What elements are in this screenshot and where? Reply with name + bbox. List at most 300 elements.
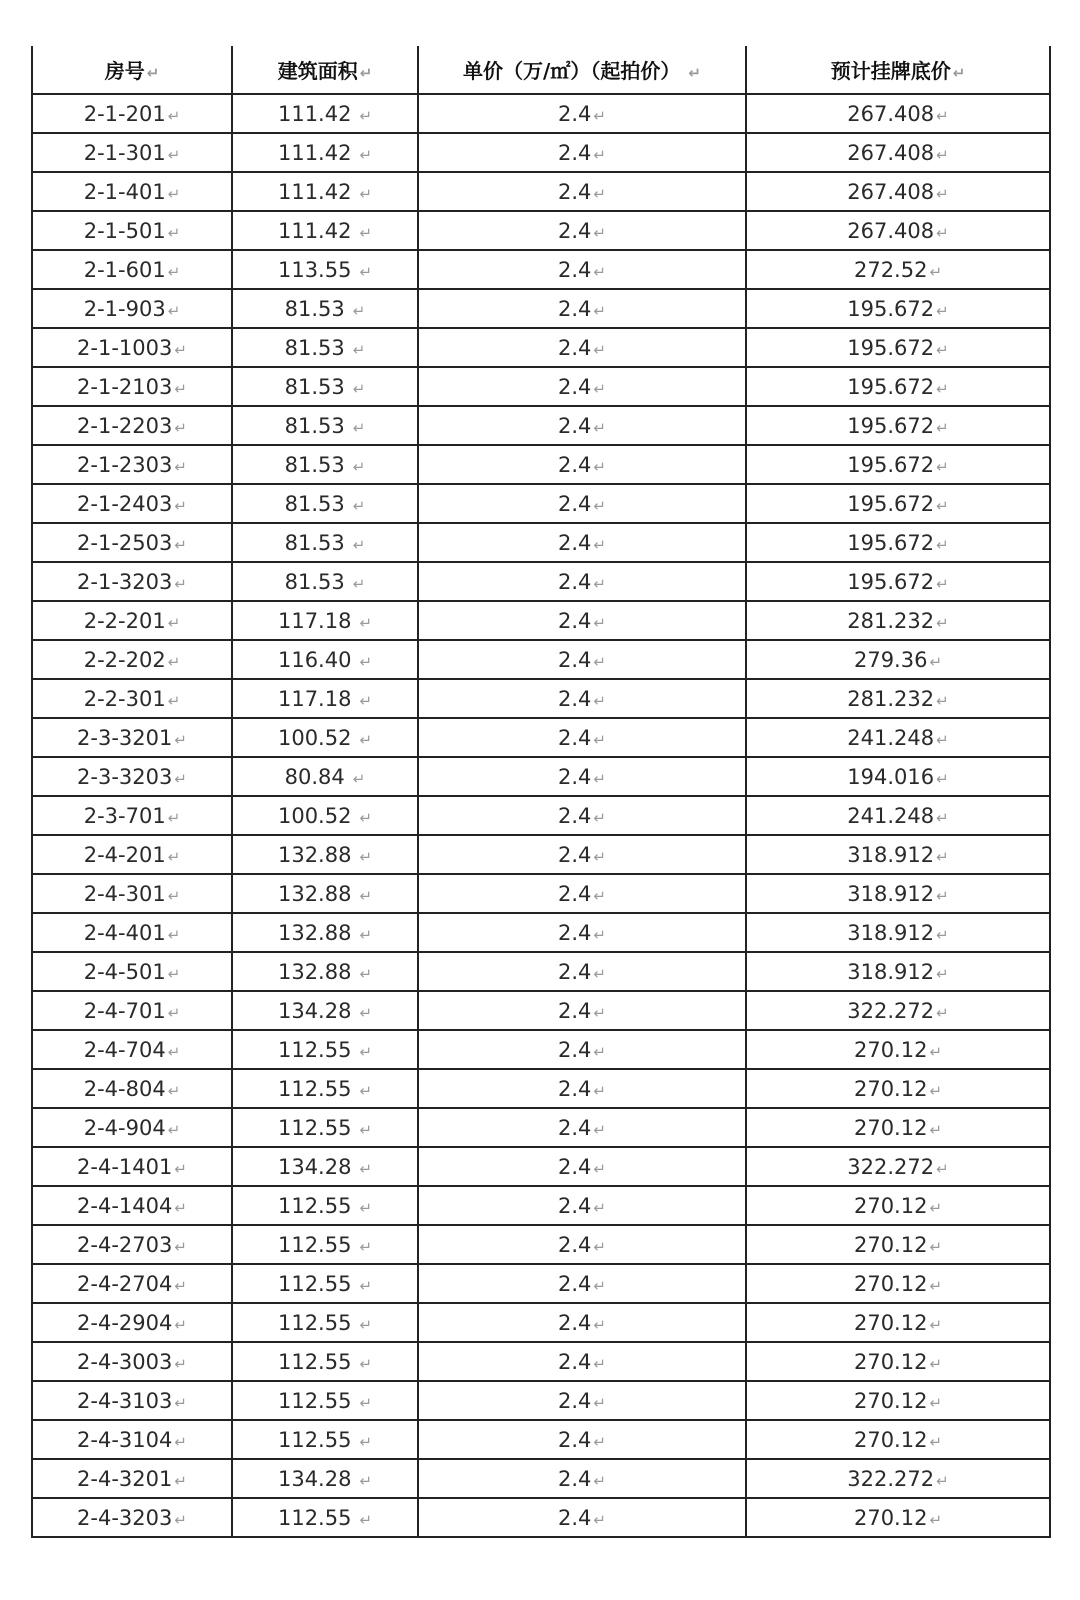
cell-room-number [32,1069,232,1108]
header-room-number-label: 房号 [104,59,145,83]
cell-building-area [232,796,418,835]
cell-building-area [232,1225,418,1264]
cell-unit-price [418,1342,746,1381]
cell-unit-price-value: 2.4 [558,1505,592,1530]
paragraph-mark-icon: ↵ [593,730,606,749]
cell-unit-price [418,484,746,523]
paragraph-mark-icon: ↵ [929,1120,943,1139]
cell-listing-reserve-price [746,1186,1050,1225]
cell-room-number [32,874,232,913]
paragraph-mark-icon: ↵ [936,1003,949,1022]
table-row [32,328,1050,367]
paragraph-mark-icon: ↵ [593,808,606,827]
cell-listing-reserve-price [746,1303,1050,1342]
cell-listing-reserve-price-value: 241.248 [847,803,935,828]
cell-room-number [32,562,232,601]
cell-listing-reserve-price [746,1225,1050,1264]
paragraph-mark-icon: ↵ [929,1432,943,1451]
cell-room-number-value: 2-1-2203 [77,413,173,438]
cell-listing-reserve-price [746,1030,1050,1069]
cell-building-area-value: 112.55 [277,1193,352,1218]
cell-unit-price-value: 2.4 [558,257,592,282]
cell-listing-reserve-price-value: 270.12 [853,1037,928,1062]
table-row [32,1108,1050,1147]
cell-unit-price-value: 2.4 [558,608,592,633]
cell-unit-price-value: 2.4 [558,1310,592,1335]
cell-unit-price [418,874,746,913]
cell-room-number-value: 2-1-3203 [77,569,173,594]
cell-unit-price-value: 2.4 [558,920,592,945]
table-row [32,1342,1050,1381]
cell-unit-price-value: 2.4 [558,569,592,594]
paragraph-mark-icon: ↵ [593,769,606,788]
table-header [32,46,1050,94]
paragraph-mark-icon: ↵ [952,64,966,82]
paragraph-mark-icon: ↵ [593,1159,606,1178]
table-row [32,406,1050,445]
cell-unit-price-value: 2.4 [558,1388,592,1413]
table-row [32,640,1050,679]
table-row [32,445,1050,484]
paragraph-mark-icon: ↵ [167,106,181,125]
paragraph-mark-icon: ↵ [593,1120,606,1139]
paragraph-mark-icon: ↵ [359,106,373,125]
cell-unit-price [418,913,746,952]
table-row [32,991,1050,1030]
paragraph-mark-icon: ↵ [146,64,160,82]
paragraph-mark-icon: ↵ [593,418,606,437]
cell-listing-reserve-price [746,952,1050,991]
cell-room-number [32,406,232,445]
cell-unit-price [418,445,746,484]
cell-building-area [232,562,418,601]
paragraph-mark-icon: ↵ [359,1510,373,1529]
cell-building-area [232,211,418,250]
cell-room-number [32,601,232,640]
cell-listing-reserve-price-value: 270.12 [853,1427,928,1452]
cell-room-number-value: 2-1-2503 [77,530,173,555]
paragraph-mark-icon: ↵ [167,691,181,710]
cell-unit-price [418,1381,746,1420]
paragraph-mark-icon: ↵ [174,574,187,593]
cell-building-area [232,601,418,640]
paragraph-mark-icon: ↵ [936,106,949,125]
table-row [32,94,1050,133]
cell-listing-reserve-price-value: 194.016 [847,764,935,789]
cell-building-area-value: 112.55 [277,1388,352,1413]
cell-building-area-value: 111.42 [277,218,352,243]
table-row [32,913,1050,952]
paragraph-mark-icon: ↵ [936,1471,949,1490]
paragraph-mark-icon: ↵ [167,262,181,281]
cell-room-number [32,1186,232,1225]
paragraph-mark-icon: ↵ [352,457,366,476]
paragraph-mark-icon: ↵ [936,847,949,866]
cell-room-number [32,991,232,1030]
paragraph-mark-icon: ↵ [352,418,366,437]
cell-listing-reserve-price [746,523,1050,562]
paragraph-mark-icon: ↵ [936,223,949,242]
cell-listing-reserve-price [746,445,1050,484]
cell-listing-reserve-price-value: 195.672 [847,530,935,555]
cell-unit-price-value: 2.4 [558,179,592,204]
header-unit-price [418,46,746,94]
cell-listing-reserve-price [746,991,1050,1030]
cell-building-area [232,406,418,445]
cell-listing-reserve-price-value: 270.12 [853,1076,928,1101]
paragraph-mark-icon: ↵ [167,808,181,827]
table-row [32,952,1050,991]
cell-unit-price-value: 2.4 [558,101,592,126]
header-listing-reserve-price [746,46,1050,94]
cell-building-area [232,328,418,367]
cell-unit-price-value: 2.4 [558,374,592,399]
cell-building-area [232,991,418,1030]
paragraph-mark-icon: ↵ [174,730,187,749]
cell-listing-reserve-price-value: 279.36 [853,647,928,672]
cell-listing-reserve-price [746,1420,1050,1459]
paragraph-mark-icon: ↵ [352,535,366,554]
cell-unit-price-value: 2.4 [558,140,592,165]
cell-building-area [232,445,418,484]
cell-room-number [32,1420,232,1459]
cell-listing-reserve-price [746,640,1050,679]
paragraph-mark-icon: ↵ [593,106,606,125]
cell-room-number [32,679,232,718]
table-row [32,718,1050,757]
paragraph-mark-icon: ↵ [593,691,606,710]
cell-listing-reserve-price-value: 272.52 [853,257,928,282]
paragraph-mark-icon: ↵ [593,379,606,398]
cell-building-area-value: 111.42 [277,179,352,204]
header-building-area [232,46,418,94]
cell-building-area [232,1147,418,1186]
cell-unit-price-value: 2.4 [558,218,592,243]
cell-building-area-value: 132.88 [277,920,352,945]
cell-listing-reserve-price-value: 195.672 [847,413,935,438]
cell-room-number-value: 2-1-501 [83,218,166,243]
cell-room-number [32,133,232,172]
cell-listing-reserve-price-value: 270.12 [853,1310,928,1335]
cell-unit-price [418,172,746,211]
paragraph-mark-icon: ↵ [174,1432,187,1451]
cell-room-number-value: 2-4-501 [83,959,166,984]
cell-building-area [232,1381,418,1420]
paragraph-mark-icon: ↵ [936,379,949,398]
cell-unit-price [418,1030,746,1069]
cell-unit-price [418,250,746,289]
paragraph-mark-icon: ↵ [936,925,949,944]
cell-room-number [32,289,232,328]
paragraph-mark-icon: ↵ [593,1510,606,1529]
paragraph-mark-icon: ↵ [167,964,181,983]
cell-building-area-value: 117.18 [277,608,352,633]
cell-unit-price-value: 2.4 [558,491,592,516]
cell-listing-reserve-price [746,172,1050,211]
cell-building-area-value: 117.18 [277,686,352,711]
cell-listing-reserve-price-value: 195.672 [847,452,935,477]
table-row [32,1069,1050,1108]
cell-room-number-value: 2-3-701 [83,803,166,828]
cell-unit-price [418,1264,746,1303]
paragraph-mark-icon: ↵ [167,301,181,320]
cell-room-number-value: 2-2-201 [83,608,166,633]
cell-listing-reserve-price [746,250,1050,289]
cell-room-number [32,1264,232,1303]
cell-room-number [32,1030,232,1069]
paragraph-mark-icon: ↵ [352,340,366,359]
cell-room-number [32,1498,232,1537]
cell-building-area-value: 111.42 [277,101,352,126]
cell-listing-reserve-price-value: 318.912 [847,842,935,867]
cell-listing-reserve-price-value: 318.912 [847,959,935,984]
cell-unit-price-value: 2.4 [558,1271,592,1296]
cell-building-area-value: 113.55 [277,257,352,282]
table-row [32,874,1050,913]
table-row [32,757,1050,796]
cell-room-number-value: 2-4-2703 [77,1232,173,1257]
paragraph-mark-icon: ↵ [174,457,187,476]
cell-unit-price-value: 2.4 [558,1349,592,1374]
table-row [32,133,1050,172]
cell-room-number [32,250,232,289]
paragraph-mark-icon: ↵ [593,925,606,944]
paragraph-mark-icon: ↵ [593,886,606,905]
cell-listing-reserve-price-value: 195.672 [847,296,935,321]
paragraph-mark-icon: ↵ [593,1432,606,1451]
paragraph-mark-icon: ↵ [167,1120,181,1139]
table-row [32,484,1050,523]
cell-building-area-value: 116.40 [277,647,352,672]
cell-building-area-value: 81.53 [284,530,345,555]
cell-building-area [232,1264,418,1303]
paragraph-mark-icon: ↵ [174,1276,187,1295]
table-row [32,1030,1050,1069]
cell-building-area [232,718,418,757]
cell-unit-price-value: 2.4 [558,335,592,360]
cell-listing-reserve-price [746,1147,1050,1186]
table-row [32,1147,1050,1186]
cell-listing-reserve-price [746,1342,1050,1381]
paragraph-mark-icon: ↵ [936,691,949,710]
paragraph-mark-icon: ↵ [936,340,949,359]
cell-room-number-value: 2-4-2904 [77,1310,173,1335]
cell-room-number-value: 2-4-3003 [77,1349,173,1374]
cell-listing-reserve-price [746,679,1050,718]
paragraph-mark-icon: ↵ [359,964,373,983]
cell-unit-price-value: 2.4 [558,725,592,750]
cell-unit-price-value: 2.4 [558,413,592,438]
paragraph-mark-icon: ↵ [593,496,606,515]
cell-listing-reserve-price-value: 281.232 [847,608,935,633]
paragraph-mark-icon: ↵ [359,613,373,632]
paragraph-mark-icon: ↵ [936,301,949,320]
paragraph-mark-icon: ↵ [359,1198,373,1217]
cell-room-number-value: 2-4-301 [83,881,166,906]
cell-building-area-value: 132.88 [277,881,352,906]
paragraph-mark-icon: ↵ [174,1315,187,1334]
cell-unit-price-value: 2.4 [558,842,592,867]
cell-building-area [232,94,418,133]
cell-room-number [32,757,232,796]
cell-building-area [232,1069,418,1108]
cell-room-number-value: 2-4-704 [83,1037,166,1062]
cell-building-area-value: 81.53 [284,413,345,438]
cell-unit-price-value: 2.4 [558,1154,592,1179]
paragraph-mark-icon: ↵ [359,1276,373,1295]
cell-building-area-value: 81.53 [284,452,345,477]
paragraph-mark-icon: ↵ [593,145,606,164]
paragraph-mark-icon: ↵ [936,496,949,515]
table-row [32,679,1050,718]
cell-unit-price-value: 2.4 [558,530,592,555]
paragraph-mark-icon: ↵ [929,1198,943,1217]
cell-room-number [32,523,232,562]
cell-listing-reserve-price-value: 270.12 [853,1232,928,1257]
table-row [32,1459,1050,1498]
table-row [32,796,1050,835]
cell-listing-reserve-price [746,1459,1050,1498]
paragraph-mark-icon: ↵ [593,1354,606,1373]
cell-listing-reserve-price-value: 270.12 [853,1505,928,1530]
cell-listing-reserve-price-value: 267.408 [847,179,935,204]
paragraph-mark-icon: ↵ [352,496,366,515]
cell-listing-reserve-price-value: 195.672 [847,335,935,360]
paragraph-mark-icon: ↵ [936,457,949,476]
paragraph-mark-icon: ↵ [593,1237,606,1256]
paragraph-mark-icon: ↵ [359,1432,373,1451]
cell-building-area [232,289,418,328]
cell-building-area [232,133,418,172]
cell-building-area [232,484,418,523]
cell-unit-price-value: 2.4 [558,647,592,672]
paragraph-mark-icon: ↵ [593,652,606,671]
cell-unit-price [418,679,746,718]
paragraph-mark-icon: ↵ [593,613,606,632]
cell-listing-reserve-price [746,94,1050,133]
paragraph-mark-icon: ↵ [359,1003,373,1022]
paragraph-mark-icon: ↵ [174,1393,187,1412]
listing-price-table [31,46,1051,1538]
paragraph-mark-icon: ↵ [167,184,181,203]
cell-room-number [32,718,232,757]
cell-room-number [32,211,232,250]
cell-room-number [32,94,232,133]
header-unit-price-label: 单价（万/㎡）（起拍价） [463,59,681,83]
cell-listing-reserve-price [746,1381,1050,1420]
paragraph-mark-icon: ↵ [167,1042,181,1061]
cell-room-number-value: 2-2-202 [83,647,166,672]
cell-room-number-value: 2-1-2303 [77,452,173,477]
paragraph-mark-icon: ↵ [929,652,943,671]
header-row [32,46,1050,94]
table-row [32,1420,1050,1459]
paragraph-mark-icon: ↵ [167,652,181,671]
cell-listing-reserve-price-value: 318.912 [847,881,935,906]
paragraph-mark-icon: ↵ [593,184,606,203]
paragraph-mark-icon: ↵ [929,262,943,281]
paragraph-mark-icon: ↵ [359,262,373,281]
paragraph-mark-icon: ↵ [929,1237,943,1256]
cell-room-number [32,913,232,952]
paragraph-mark-icon: ↵ [359,1315,373,1334]
cell-building-area [232,172,418,211]
table-row [32,289,1050,328]
paragraph-mark-icon: ↵ [359,1120,373,1139]
cell-room-number-value: 2-1-201 [83,101,166,126]
cell-listing-reserve-price [746,1069,1050,1108]
cell-listing-reserve-price [746,328,1050,367]
paragraph-mark-icon: ↵ [593,1198,606,1217]
cell-unit-price-value: 2.4 [558,881,592,906]
paragraph-mark-icon: ↵ [352,574,366,593]
cell-unit-price [418,952,746,991]
cell-room-number-value: 2-1-1003 [77,335,173,360]
cell-building-area-value: 112.55 [277,1349,352,1374]
cell-room-number-value: 2-1-903 [83,296,166,321]
paragraph-mark-icon: ↵ [359,184,373,203]
table-row [32,1498,1050,1537]
paragraph-mark-icon: ↵ [593,847,606,866]
cell-listing-reserve-price-value: 270.12 [853,1349,928,1374]
table-row [32,1186,1050,1225]
paragraph-mark-icon: ↵ [352,301,366,320]
cell-listing-reserve-price [746,406,1050,445]
paragraph-mark-icon: ↵ [352,769,366,788]
cell-room-number-value: 2-4-701 [83,998,166,1023]
cell-unit-price [418,1147,746,1186]
cell-building-area [232,874,418,913]
cell-listing-reserve-price-value: 281.232 [847,686,935,711]
cell-building-area [232,1342,418,1381]
paragraph-mark-icon: ↵ [359,691,373,710]
paragraph-mark-icon: ↵ [167,145,181,164]
cell-building-area [232,1108,418,1147]
cell-listing-reserve-price [746,757,1050,796]
paragraph-mark-icon: ↵ [936,184,949,203]
cell-room-number [32,445,232,484]
cell-room-number [32,1225,232,1264]
cell-unit-price [418,289,746,328]
paragraph-mark-icon: ↵ [593,1042,606,1061]
paragraph-mark-icon: ↵ [593,1003,606,1022]
cell-unit-price [418,1108,746,1147]
table-row [32,601,1050,640]
cell-unit-price-value: 2.4 [558,1076,592,1101]
cell-listing-reserve-price [746,289,1050,328]
cell-room-number [32,1108,232,1147]
paragraph-mark-icon: ↵ [174,496,187,515]
cell-unit-price-value: 2.4 [558,998,592,1023]
cell-building-area [232,523,418,562]
paragraph-mark-icon: ↵ [359,1471,373,1490]
cell-building-area [232,250,418,289]
cell-unit-price-value: 2.4 [558,452,592,477]
paragraph-mark-icon: ↵ [593,535,606,554]
table-body [32,94,1050,1537]
table-row [32,1381,1050,1420]
cell-unit-price [418,1069,746,1108]
paragraph-mark-icon: ↵ [936,886,949,905]
cell-listing-reserve-price [746,1108,1050,1147]
cell-listing-reserve-price [746,835,1050,874]
cell-listing-reserve-price-value: 241.248 [847,725,935,750]
cell-unit-price [418,523,746,562]
paragraph-mark-icon: ↵ [167,886,181,905]
cell-room-number-value: 2-4-201 [83,842,166,867]
cell-unit-price [418,1420,746,1459]
cell-unit-price [418,406,746,445]
